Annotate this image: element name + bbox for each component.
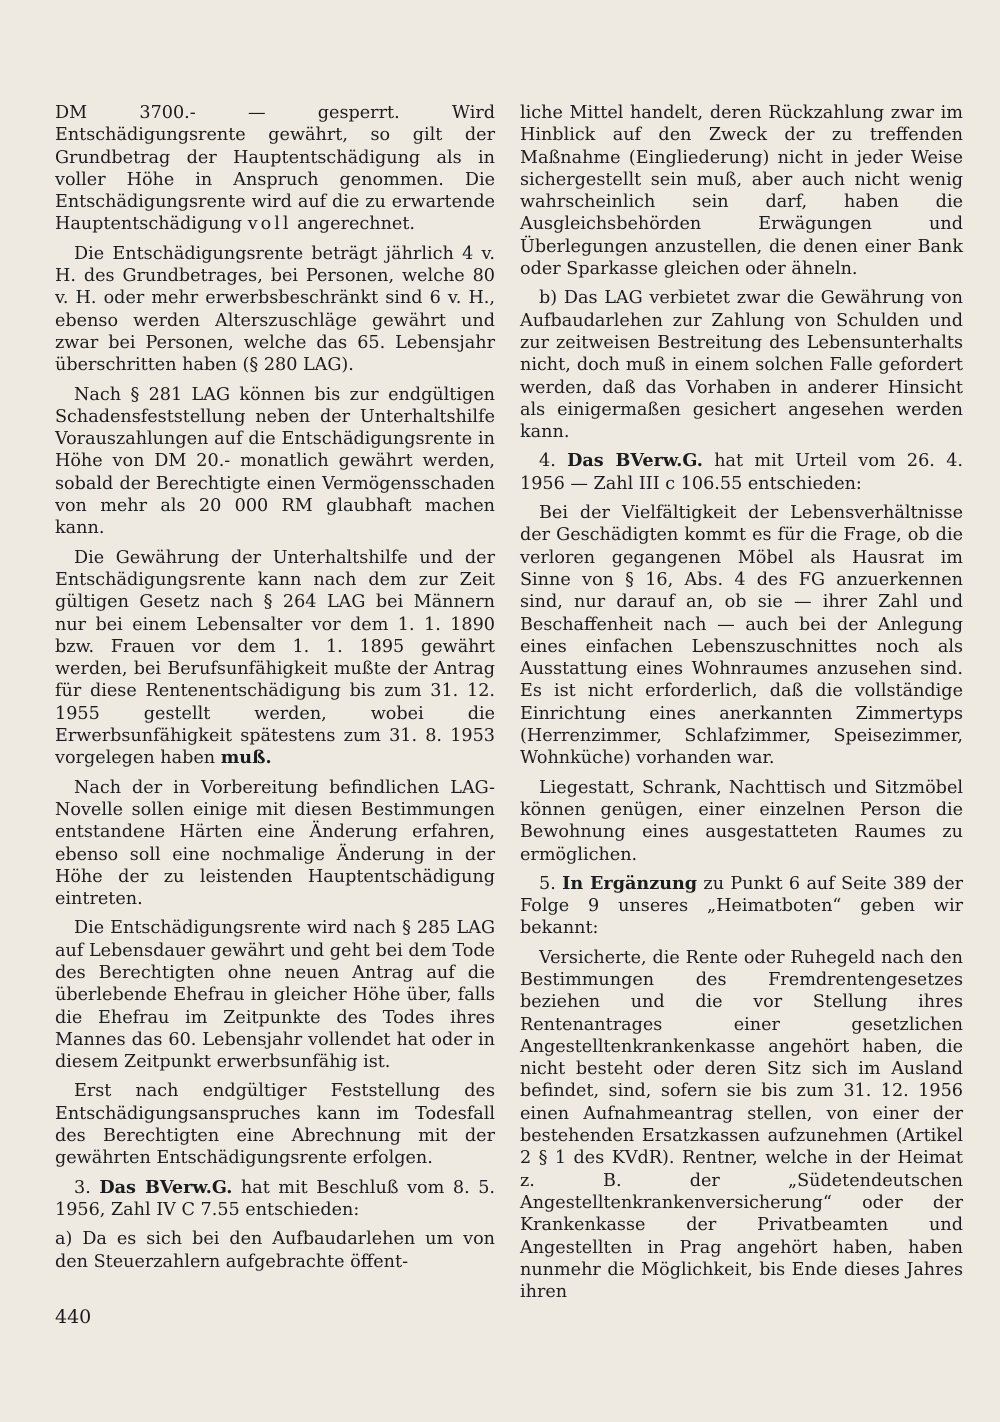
- right-column: [520, 102, 963, 1310]
- paragraph: Die Gewährung der Unterhaltshilfe und der Entschädigungsrente kann nach dem zur Zeit gültigen Gesetz nach § 264 LAG bei Männern nur bei einem Lebensalter vor dem 1. 1. 1890 bzw. Frauen vor dem 1. 1. 1895 gewährt werden, bei Berufsunfähigkeit mußte der Antrag für diese Rentenentschädigung bis zum 31. 12. 1955 gestellt werden, wobei die Erwerbsunfähigkeit spätestens zum 31. 8. 1953 vorgelegen haben muß.: [55, 547, 495, 769]
- page-number: 440: [55, 1306, 92, 1328]
- section-heading-4: 4. Das BVerw.G. hat mit Urteil vom 26. 4. 1956 — Zahl III c 106.55 entschieden:: [520, 450, 963, 494]
- paragraph: b) Das LAG verbietet zwar die Gewährung von Aufbaudarlehen zur Zahlung von Schulden und zur zeitweisen Bestreitung des Lebensunterhalts nicht, doch muß in einem solchen Falle gefordert werden, daß das Vorhaben in anderer Hinsicht als einigermaßen gesichert angesehen werden kann.: [520, 288, 963, 443]
- paragraph: Die Entschädigungsrente beträgt jährlich 4 v. H. des Grundbetrages, bei Personen, welche 80 v. H. oder mehr erwerbsbeschränkt sind 6 v. H., ebenso werden Alterszuschläge gewährt und zwar bei Personen, welche das 65. Lebensjahr überschritten haben (§ 280 LAG).: [55, 243, 495, 376]
- section-heading-5: 5. In Ergänzung zu Punkt 6 auf Seite 389 der Folge 9 unseres „Heimatboten“ geben wir bekannt:: [520, 872, 964, 939]
- left-column: [55, 102, 495, 1280]
- paragraph: a) Da es sich bei den Aufbaudarlehen um von den Steuerzahlern aufgebrachte öffent-: [55, 1229, 495, 1272]
- paragraph: Versicherte, die Rente oder Ruhegeld nach den Bestimmungen des Fremdrentengesetzes beziehen und die vor Stellung ihres Rentenantrages einer gesetzlichen Angestelltenkrankenkasse angehört haben, die nicht besteht oder deren Sitz sich im Ausland befindet, sind, sofern sie bis zum 31. 12. 1956 einen Aufnahmeantrag stellen, von einer der bestehenden Ersatzkassen aufzunehmen (Artikel 2 § 1 des KVdR). Rentner, welche in der Heimat z. B. der „Südetendeutschen Angestelltenkrankenversicherung“ oder der Krankenkasse der Privatbeamten und Angestellten in Prag angehört haben, haben nunmehr die Möglichkeit, bis Ende dieses Jahres ihren: [520, 947, 963, 1303]
- paragraph: liche Mittel handelt, deren Rückzahlung zwar im Hinblick auf den Zweck der zu treffenden Maßnahme (Eingliederung) nicht in jeder Weise sichergestellt sein muß, aber auch nicht wenig wahrscheinlich sein darf, haben die Ausgleichsbehörden Erwägungen und Überlegungen anzustellen, die denen einer Bank oder Sparkasse gleichen oder ähneln.: [520, 103, 963, 280]
- paragraph: DM 3700.- — gesperrt. Wird Entschädigungsrente gewährt, so gilt der Grundbetrag der Hauptentschädigung als in voller Höhe in Anspruch genommen. Die Entschädigungsrente wird auf die zu erwartende Hauptentschädigung voll angerechnet.: [55, 103, 495, 235]
- paragraph: Erst nach endgültiger Feststellung des Entschädigungsanspruches kann im Todesfall des Berechtigten eine Abrechnung mit der gewährten Entschädigungsrente erfolgen.: [55, 1081, 495, 1169]
- paragraph: Nach § 281 LAG können bis zur endgültigen Schadensfeststellung neben der Unterhaltshilfe Vorauszahlungen auf die Entschädigungsrente in Höhe von DM 20.- monatlich gewährt werden, sobald der Berechtigte einen Vermögensschaden von mehr als 20 000 RM glaubhaft machen kann.: [55, 384, 495, 539]
- paragraph: Liegestatt, Schrank, Nachttisch und Sitzmöbel können genügen, einer einzelnen Person die Bewohnung eines ausgestatteten Raumes zu ermöglichen.: [520, 777, 963, 865]
- paragraph: Die Entschädigungsrente wird nach § 285 LAG auf Lebensdauer gewährt und geht bei dem Tode des Berechtigten ohne neuen Antrag auf die überlebende Ehefrau in gleicher Höhe über, falls die Ehefrau im Zeitpunkte des Todes ihres Mannes das 60. Lebensjahr vollendet hat oder in diesem Zeitpunkt erwerbsunfähig ist.: [55, 918, 495, 1073]
- paragraph: Nach der in Vorbereitung befindlichen LAG-Novelle sollen einige mit diesen Bestimmungen entstandene Härten eine Änderung erfahren, ebenso soll eine nochmalige Änderung in der Höhe der zu leistenden Hauptentschädigung eintreten.: [55, 777, 495, 910]
- section-heading-3: 3. Das BVerw.G. hat mit Beschluß vom 8. 5. 1956, Zahl IV C 7.55 entschieden:: [55, 1176, 495, 1220]
- paragraph: Bei der Vielfältigkeit der Lebensverhältnisse der Geschädigten kommt es für die Frage, ob die verloren gegangenen Möbel als Hausrat im Sinne von § 16, Abs. 4 des FG anzuerkennen sind, nur darauf an, ob sie — ihrer Zahl und Beschaffenheit nach — auch bei der Anlegung eines einfachen Lebenszuschnittes noch als Ausstattung eines Wohnraumes anzusehen sind. Es ist nicht erforderlich, daß die vollständige Einrichtung eines anerkannten Zimmertyps (Herrenzimmer, Schlafzimmer, Speisezimmer, Wohnküche) vorhanden war.: [520, 503, 963, 769]
